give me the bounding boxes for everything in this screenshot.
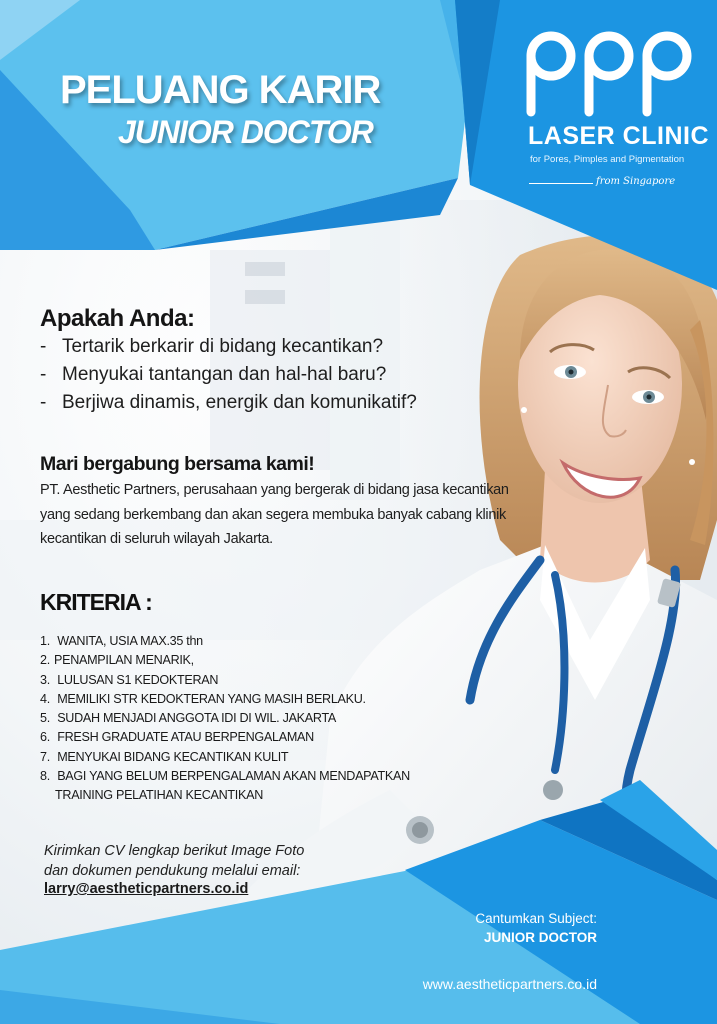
apply-instructions [44,841,304,881]
question-text: Tertarik berkarir di bidang kecantikan? [62,336,384,357]
criteria-text: FRESH GRADUATE ATAU BERPENGALAMAN [57,730,314,745]
criteria-item [40,651,410,670]
criteria-text: MENYUKAI BIDANG KECANTIKAN KULIT [57,749,289,764]
criteria-item [40,632,410,651]
apply-line-1: Kirimkan CV lengkap berikut Image Foto [44,843,305,859]
criteria-item [40,709,410,728]
list-dash: - [40,364,47,385]
subject-value: JUNIOR DOCTOR [483,930,597,945]
header-subtitle: JUNIOR DOCTOR [118,114,373,150]
criteria-number: 5. [40,711,50,726]
apply-email-link[interactable]: larry@aestheticpartners.co.id [44,881,249,897]
criteria-text: LULUSAN S1 KEDOKTERAN [57,672,219,687]
intro-heading: Apakah Anda: [40,305,195,332]
website-link[interactable]: www.aestheticpartners.co.id [422,976,597,992]
criteria-text: PENAMPILAN MENARIK, [54,653,194,668]
apply-line-2: dan dokumen pendukung melalui email: [44,863,301,879]
criteria-item [40,671,410,690]
criteria-text: SUDAH MENJADI ANGGOTA IDI DI WIL. JAKARTA [57,711,337,726]
company-description: PT. Aesthetic Partners, perusahaan yang bergerak di bidang jasa kecantikan yang sedang berkembang dan akan segera membuka banyak cabang klinik kecantikan di seluruh wilayah Jakarta. [40,482,509,547]
list-dash: - [40,392,47,413]
criteria-item [40,690,410,709]
ppp-logo-mark [526,30,692,118]
criteria-heading: KRITERIA : [40,589,152,615]
criteria-item-continued: TRAINING PELATIHAN KECANTIKAN [55,788,263,803]
criteria-item [40,728,410,747]
criteria-list [40,632,410,806]
question-text: Berjiwa dinamis, energik dan komunikatif? [62,392,417,413]
invite-heading: Mari bergabung bersama kami! [40,453,315,475]
criteria-text: WANITA, USIA MAX.35 thn [57,634,203,648]
subject-label: Cantumkan Subject: [475,911,597,926]
logo-origin: from Singapore [596,176,676,187]
criteria-number: 3. [40,672,50,687]
question-text: Menyukai tantangan dan hal-hal baru? [62,364,387,385]
criteria-item [40,767,410,786]
criteria-number: 6. [40,730,50,745]
logo-tagline: for Pores, Pimples and Pigmentation [530,154,685,165]
criteria-number: 4. [40,691,50,706]
criteria-number: 2. [40,653,50,668]
criteria-number: 8. [40,769,50,784]
criteria-text: BAGI YANG BELUM BERPENGALAMAN AKAN MENDAPATKAN [57,769,410,784]
list-dash: - [40,336,47,357]
criteria-number: 7. [40,749,50,764]
logo-divider [529,183,593,184]
criteria-number: 1. [40,634,50,648]
criteria-item [40,748,410,767]
logo-clinic-name: LASER CLINIC [528,122,709,150]
criteria-text: MEMILIKI STR KEDOKTERAN YANG MASIH BERLAKU. [57,691,366,706]
header-title: PELUANG KARIR [60,68,381,112]
